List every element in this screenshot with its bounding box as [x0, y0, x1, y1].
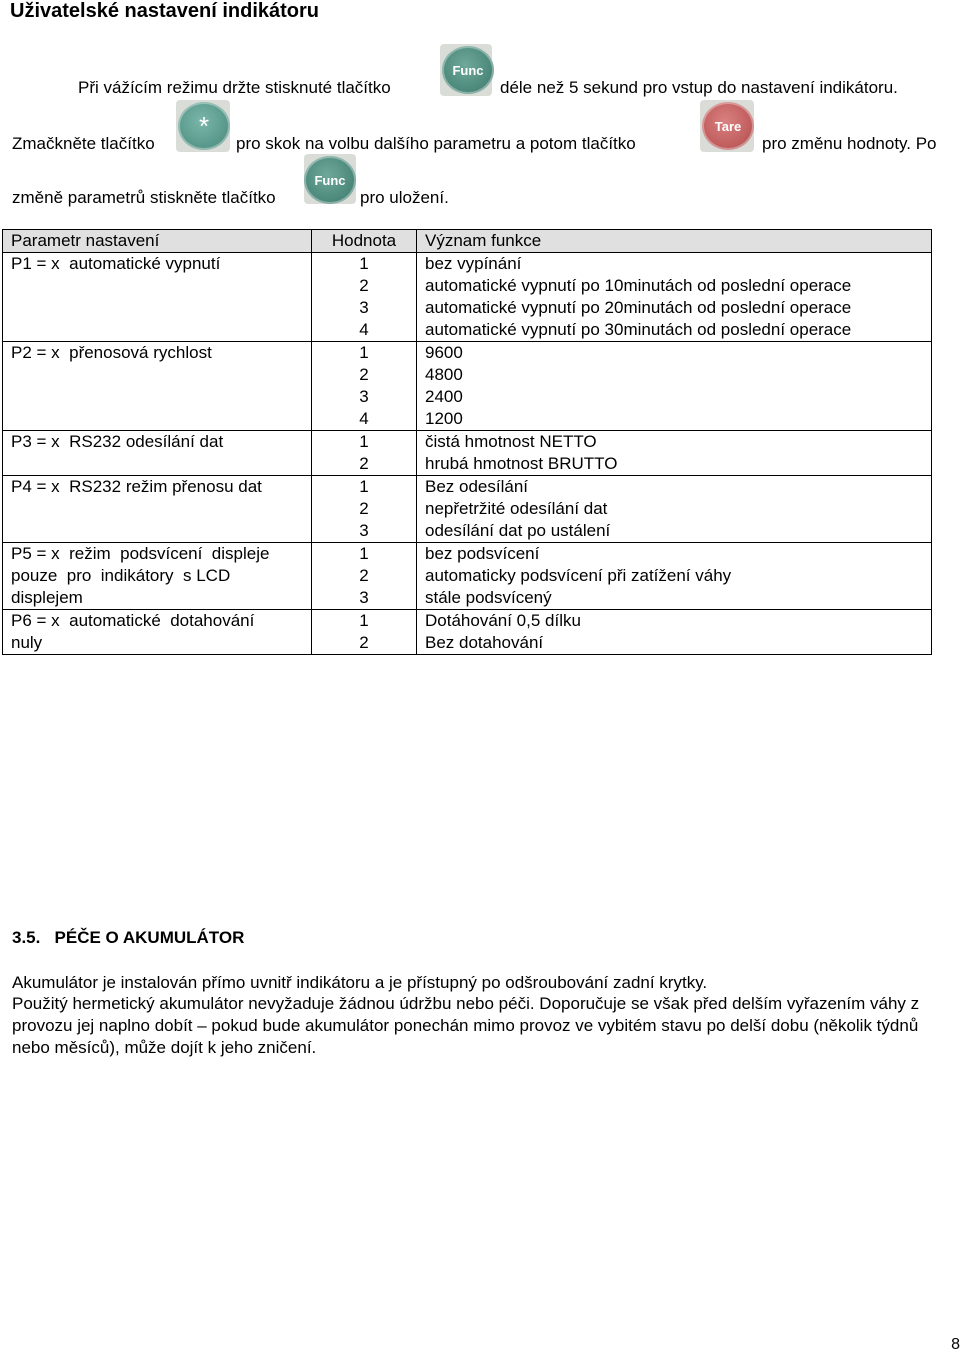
value-cell: 3: [359, 588, 369, 607]
value-cell: 3: [359, 298, 369, 317]
header-value: Hodnota: [312, 230, 417, 253]
header-param: Parametr nastavení: [3, 230, 312, 253]
meanings-p4: [417, 476, 932, 543]
values-p6: [312, 610, 417, 655]
intro-line3-b: pro uložení.: [360, 188, 449, 207]
meanings-p1: [417, 253, 932, 342]
section-paragraph-1: Akumulátor je instalován přímo uvnitř indikátoru a je přístupný po odšroubování zadní krytky.: [12, 973, 708, 992]
intro-line2-a: Zmačkněte tlačítko: [12, 134, 155, 153]
intro-line1-b: déle než 5 sekund pro vstup do nastavení indikátoru.: [500, 78, 898, 97]
table-row: [3, 543, 932, 610]
value-cell: 1: [359, 432, 369, 451]
table-header-row: [3, 230, 932, 253]
param-line: pouze pro indikátory s LCD: [11, 566, 231, 585]
param-line: P5 = x režim podsvícení displeje: [11, 544, 270, 563]
meaning-cell: automatické vypnutí po 20minutách od poslední operace: [425, 298, 852, 317]
value-cell: 1: [359, 254, 369, 273]
meaning-cell: hrubá hmotnost BRUTTO: [425, 454, 618, 473]
meanings-p6: [417, 610, 932, 655]
values-p3: [312, 431, 417, 476]
meaning-cell: čistá hmotnost NETTO: [425, 432, 597, 451]
values-p1: [312, 253, 417, 342]
table-row: [3, 431, 932, 476]
intro-line2-c: pro změnu hodnoty. Po: [762, 134, 937, 153]
param-p2: P2 = x přenosová rychlost: [3, 342, 312, 431]
param-p5: [3, 543, 312, 610]
table-row: [3, 610, 932, 655]
value-cell: 2: [359, 633, 369, 652]
table-row: [3, 253, 932, 342]
meaning-cell: Bez odesílání: [425, 477, 529, 496]
value-cell: 1: [359, 544, 369, 563]
param-p1: P1 = x automatické vypnutí: [3, 253, 312, 342]
value-cell: 2: [359, 499, 369, 518]
table-row: [3, 476, 932, 543]
meaning-cell: 4800: [425, 365, 463, 384]
meaning-cell: 2400: [425, 387, 463, 406]
meaning-cell: Bez dotahování: [425, 633, 544, 652]
values-p4: [312, 476, 417, 543]
param-line: displejem: [11, 588, 83, 607]
meaning-cell: automaticky podsvícení při zatížení váhy: [425, 566, 732, 585]
value-cell: 2: [359, 276, 369, 295]
intro-line3-a: změně parametrů stiskněte tlačítko: [12, 188, 276, 207]
parameter-table: [2, 229, 932, 655]
value-cell: 2: [359, 566, 369, 585]
meanings-p3: [417, 431, 932, 476]
page-number: 8: [951, 1336, 960, 1353]
meaning-cell: odesílání dat po ustálení: [425, 521, 611, 540]
values-p5: [312, 543, 417, 610]
value-cell: 2: [359, 365, 369, 384]
param-line: nuly: [11, 633, 43, 652]
func-icon: Func: [442, 46, 494, 94]
meaning-cell: stále podsvícený: [425, 588, 552, 607]
tare-icon: Tare: [702, 102, 754, 150]
star-icon: *: [178, 102, 230, 150]
values-p2: [312, 342, 417, 431]
meaning-cell: nepřetržité odesílání dat: [425, 499, 608, 518]
section-paragraph-2: Použitý hermetický akumulátor nevyžaduje žádnou údržbu nebo péči. Doporučuje se však před delším vyřazením váhy z provozu jej naplno dobít – pokud bude akumulátor ponechán mimo provoz ve vybitém stavu po delší dobu (několik týdnů nebo měsíců), může dojít k jeho zničení.: [12, 994, 920, 1057]
meaning-cell: Dotáhování 0,5 dílku: [425, 611, 581, 630]
meaning-cell: 9600: [425, 343, 463, 362]
meaning-cell: bez podsvícení: [425, 544, 540, 563]
func-icon: Func: [304, 156, 356, 204]
table-row: [3, 342, 932, 431]
value-cell: 4: [359, 409, 369, 428]
meaning-cell: automatické vypnutí po 10minutách od poslední operace: [425, 276, 852, 295]
intro-line2-b: pro skok na volbu dalšího parametru a potom tlačítko: [236, 134, 636, 153]
meaning-cell: automatické vypnutí po 30minutách od poslední operace: [425, 320, 852, 339]
header-meaning: Význam funkce: [417, 230, 932, 253]
param-p3: P3 = x RS232 odesílání dat: [3, 431, 312, 476]
page-title: Uživatelské nastavení indikátoru: [10, 0, 320, 22]
value-cell: 4: [359, 320, 369, 339]
param-p6: [3, 610, 312, 655]
value-cell: 3: [359, 387, 369, 406]
value-cell: 1: [359, 611, 369, 630]
section-heading: 3.5. PÉČE O AKUMULÁTOR: [12, 928, 245, 947]
param-line: P6 = x automatické dotahování: [11, 611, 255, 630]
meaning-cell: 1200: [425, 409, 463, 428]
value-cell: 3: [359, 521, 369, 540]
meanings-p2: [417, 342, 932, 431]
meanings-p5: [417, 543, 932, 610]
value-cell: 2: [359, 454, 369, 473]
intro-line1-a: Při vážícím režimu držte stisknuté tlačítko: [78, 78, 391, 97]
value-cell: 1: [359, 477, 369, 496]
value-cell: 1: [359, 343, 369, 362]
param-p4: P4 = x RS232 režim přenosu dat: [3, 476, 312, 543]
meaning-cell: bez vypínání: [425, 254, 522, 273]
